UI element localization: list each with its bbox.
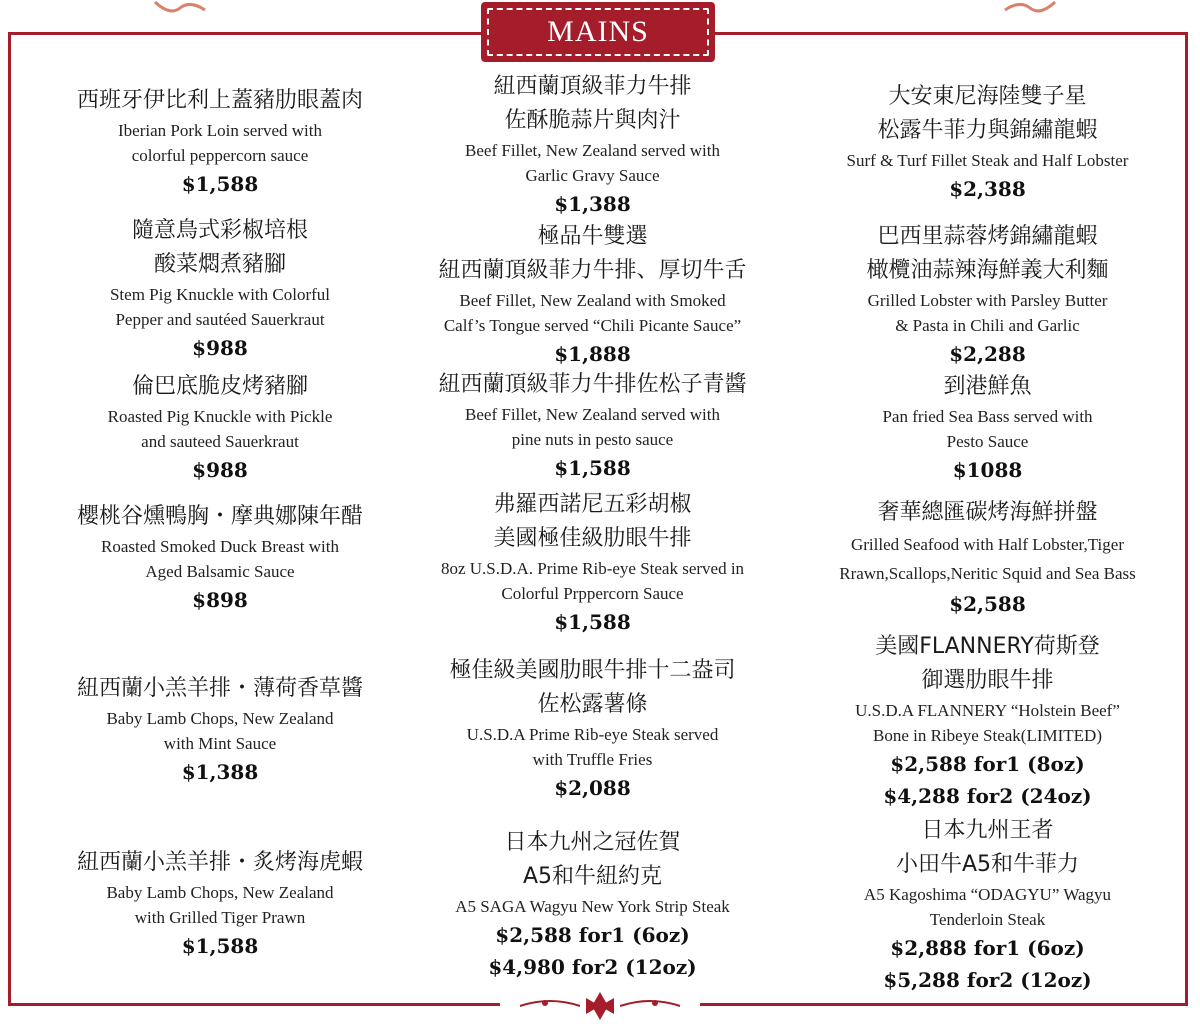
dish-price: $988 (192, 458, 248, 482)
dish-name-zh: 巴西里蒜蓉烤錦繡龍蝦 (877, 224, 1098, 249)
bottom-flourish-icon (500, 986, 700, 1026)
menu-item (40, 370, 400, 486)
dish-name-en: Grilled Lobster with Parsley Butter (867, 291, 1108, 310)
dish-name-en: Beef Fillet, New Zealand with Smoked (459, 291, 726, 310)
dish-price: $2,388 (949, 177, 1026, 201)
menu-item (800, 220, 1175, 370)
dish-name-en: & Pasta in Chili and Garlic (895, 316, 1080, 335)
dish-price: $2,588 (949, 592, 1026, 616)
dish-name-zh: 櫻桃谷燻鴨胸・摩典娜陳年醋 (76, 504, 363, 529)
menu-item (800, 80, 1175, 205)
dish-name-zh: 弗羅西諾尼五彩胡椒 (493, 492, 692, 517)
dish-name-en: Baby Lamb Chops, New Zealand (106, 883, 334, 902)
dish-price: $1,388 (181, 760, 259, 784)
dish-name-zh: 佐松露薯條 (537, 692, 648, 717)
dish-name-zh: 紐西蘭頂級菲力牛排、厚切牛舌 (438, 258, 747, 283)
dish-name-en: Roasted Pig Knuckle with Pickle (107, 407, 333, 426)
dish-price: $1088 (952, 458, 1023, 482)
menu-item (40, 672, 400, 788)
menu-item (410, 826, 775, 983)
dish-name-zh: 御選肋眼牛排 (921, 668, 1054, 693)
dish-price: $2,088 (554, 776, 631, 800)
dish-name-zh: 紐西蘭頂級菲力牛排佐松子青醬 (438, 372, 747, 397)
dish-name-en: and sauteed Sauerkraut (141, 432, 299, 451)
dish-name-zh: 紐西蘭頂級菲力牛排 (493, 74, 692, 99)
dish-name-zh: 松露牛菲力與錦繡龍蝦 (877, 118, 1098, 143)
dish-name-en: Surf & Turf Fillet Steak and Half Lobster (846, 151, 1129, 170)
dish-name-zh: 奢華總匯碳烤海鮮拼盤 (877, 500, 1098, 525)
menu-item (800, 370, 1175, 486)
dish-name-zh: 大安東尼海陸雙子星 (888, 84, 1087, 109)
dish-name-en: U.S.D.A FLANNERY “Holstein Beef” (855, 701, 1120, 720)
menu-item (410, 368, 775, 484)
dish-name-en: Iberian Pork Loin served with (118, 121, 322, 140)
dish-name-zh: 隨意鳥式彩椒培根 (131, 218, 308, 243)
menu-item (800, 496, 1175, 620)
dish-name-en: Aged Balsamic Sauce (145, 562, 295, 581)
dish-price: $5,288 for2 (12oz) (883, 968, 1092, 992)
dish-name-en: Calf’s Tongue served “Chili Picante Sauce” (443, 316, 742, 335)
section-title: MAINS (487, 8, 709, 56)
dish-name-en: Pan fried Sea Bass served with (882, 407, 1093, 426)
dish-name-en: Tenderloin Steak (929, 910, 1046, 929)
dish-price: $4,288 for2 (24oz) (883, 784, 1092, 808)
dish-price: $898 (192, 588, 248, 612)
dish-name-en: with Mint Sauce (163, 734, 277, 753)
dish-name-en: Garlic Gravy Sauce (525, 166, 660, 185)
dish-name-en: pine nuts in pesto sauce (511, 430, 674, 449)
dish-name-en: U.S.D.A Prime Rib-eye Steak served (466, 725, 719, 744)
dish-name-zh: 小田牛A5和牛菲力 (895, 852, 1080, 877)
dish-name-zh: 酸菜燜煮豬腳 (153, 252, 286, 277)
dish-name-zh: 美國極佳級肋眼牛排 (493, 526, 692, 551)
dish-price: $988 (192, 336, 248, 360)
dish-name-zh: 西班牙伊比利上蓋豬肋眼蓋肉 (76, 88, 363, 113)
dish-price: $2,288 (949, 342, 1026, 366)
dish-name-en: A5 SAGA Wagyu New York Strip Steak (455, 897, 730, 916)
dish-name-zh: 日本九州王者 (921, 818, 1054, 843)
menu-item (800, 814, 1175, 996)
section-title-badge (481, 2, 715, 62)
dish-price: $2,588 for1 (6oz) (495, 923, 690, 947)
dish-price: $2,588 for1 (8oz) (890, 752, 1085, 776)
menu-item (40, 84, 400, 200)
menu-item (40, 214, 400, 364)
dish-price: $4,980 for2 (12oz) (488, 955, 697, 979)
dish-name-zh: 紐西蘭小羔羊排・薄荷香草醬 (76, 676, 363, 701)
menu-item (410, 70, 775, 220)
dish-name-en: Stem Pig Knuckle with Colorful (109, 285, 331, 304)
dish-price: $1,388 (554, 192, 631, 216)
dish-name-zh: 極品牛雙選 (537, 224, 648, 249)
dish-name-zh: 美國FLANNERY荷斯登 (875, 634, 1100, 659)
dish-name-en: 8oz U.S.D.A. Prime Rib-eye Steak served in (440, 559, 745, 578)
dish-name-en: Pepper and sautéed Sauerkraut (115, 310, 325, 329)
dish-name-zh: 極佳級美國肋眼牛排十二盎司 (449, 658, 736, 683)
dish-name-zh: A5和牛紐約克 (522, 864, 663, 889)
menu-item (410, 654, 775, 804)
dish-price: $1,588 (181, 172, 259, 196)
dish-name-en: Beef Fillet, New Zealand served with (465, 405, 720, 424)
dish-name-en: Baby Lamb Chops, New Zealand (106, 709, 334, 728)
top-left-ornament-icon (150, 0, 210, 18)
dish-name-en: Beef Fillet, New Zealand served with (465, 141, 720, 160)
dish-name-zh: 日本九州之冠佐賀 (504, 830, 681, 855)
dish-name-zh: 紐西蘭小羔羊排・炙烤海虎蝦 (76, 850, 363, 875)
dish-name-zh: 到港鮮魚 (943, 374, 1032, 399)
dish-price: $1,588 (554, 610, 631, 634)
dish-name-en: colorful peppercorn sauce (131, 146, 309, 165)
dish-price: $1,888 (554, 342, 631, 366)
dish-name-en: Grilled Seafood with Half Lobster,Tiger (850, 535, 1124, 554)
menu-item (800, 630, 1175, 812)
dish-name-zh: 倫巴底脆皮烤豬腳 (131, 374, 308, 399)
dish-name-en: Rrawn,Scallops,Neritic Squid and Sea Bass (839, 564, 1136, 583)
menu-item (40, 846, 400, 962)
dish-name-zh: 橄欖油蒜辣海鮮義大利麵 (866, 258, 1109, 283)
dish-price: $1,588 (181, 934, 259, 958)
dish-name-en: with Grilled Tiger Prawn (134, 908, 306, 927)
top-right-ornament-icon (1000, 0, 1060, 18)
menu-item (40, 500, 400, 616)
dish-name-zh: 佐酥脆蒜片與肉汁 (504, 108, 681, 133)
menu-item (410, 220, 775, 370)
dish-name-en: Colorful Prppercorn Sauce (501, 584, 684, 603)
dish-name-en: A5 Kagoshima “ODAGYU” Wagyu (863, 885, 1112, 904)
dish-name-en: Bone in Ribeye Steak(LIMITED) (873, 726, 1102, 745)
dish-name-en: Pesto Sauce (946, 432, 1029, 451)
dish-price: $2,888 for1 (6oz) (890, 936, 1085, 960)
dish-price: $1,588 (554, 456, 631, 480)
dish-name-en: Roasted Smoked Duck Breast with (101, 537, 339, 556)
dish-name-en: with Truffle Fries (532, 750, 653, 769)
menu-item (410, 488, 775, 638)
